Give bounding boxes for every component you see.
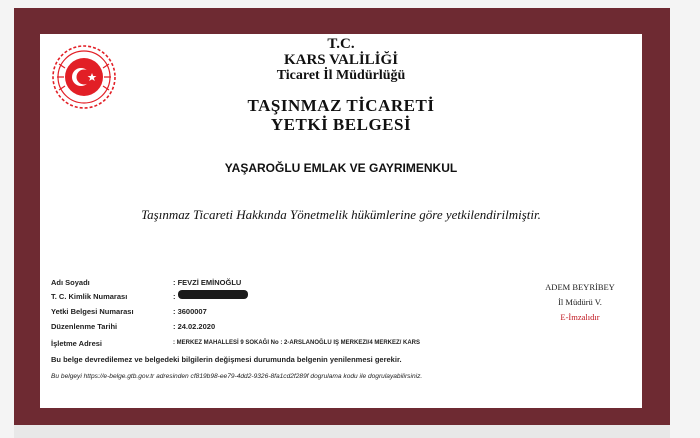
field-value-address: : MERKEZ MAHALLESİ 9 SOKAĞI No : 2-ARSLANOĞLU IŞ MERKEZI/4 MERKEZ/ KARS (173, 340, 421, 346)
field-label-name: Adı Soyadı (51, 278, 90, 287)
field-label-license: Yetki Belgesi Numarası (51, 307, 134, 316)
field-value-id: : (173, 292, 176, 301)
header-governorship: KARS VALİLİĞİ (283, 52, 399, 68)
certificate-title-line1: TAŞINMAZ TİCARETİ (247, 96, 435, 115)
signatory-name: ADEM BEYRİBEY (545, 282, 615, 292)
header-directorate: Ticaret İl Müdürlüğü (276, 68, 406, 83)
verification-note: Bu belgeyi https://e-belge.gtb.gov.tr adresinden cf819b98-ee79-4dd2-9326-8fa1cd2f289f dogrulama kodu ile dogrulayabilirsiniz. (51, 373, 423, 380)
field-value-date: : 24.02.2020 (173, 322, 216, 331)
field-value-license: : 3600007 (173, 307, 207, 316)
authorization-statement: Taşınmaz Ticareti Hakkında Yönetmelik hükümlerine göre yetkilendirilmiştir. (141, 207, 541, 222)
field-value-name: : FEVZİ EMİNOĞLU (173, 278, 242, 287)
transfer-note: Bu belge devredilemez ve belgedeki bilgilerin değişmesi durumunda belgenin yenilenmesi gerekir. (51, 355, 402, 364)
field-label-id: T. C. Kimlik Numarası (51, 292, 128, 301)
field-label-address: İşletme Adresi (51, 339, 102, 348)
redaction-mark (178, 290, 248, 299)
certificate-paper (40, 34, 642, 408)
e-signed-label: E-İmzalıdır (560, 312, 600, 322)
company-name: YAŞAROĞLU EMLAK VE GAYRIMENKUL (224, 161, 458, 175)
signatory-title: İl Müdürü V. (558, 297, 602, 307)
certificate-title-line2: YETKİ BELGESİ (270, 115, 412, 134)
header-country: T.C. (327, 36, 355, 52)
field-label-date: Düzenlenme Tarihi (51, 322, 118, 331)
frame-shadow (14, 425, 670, 438)
